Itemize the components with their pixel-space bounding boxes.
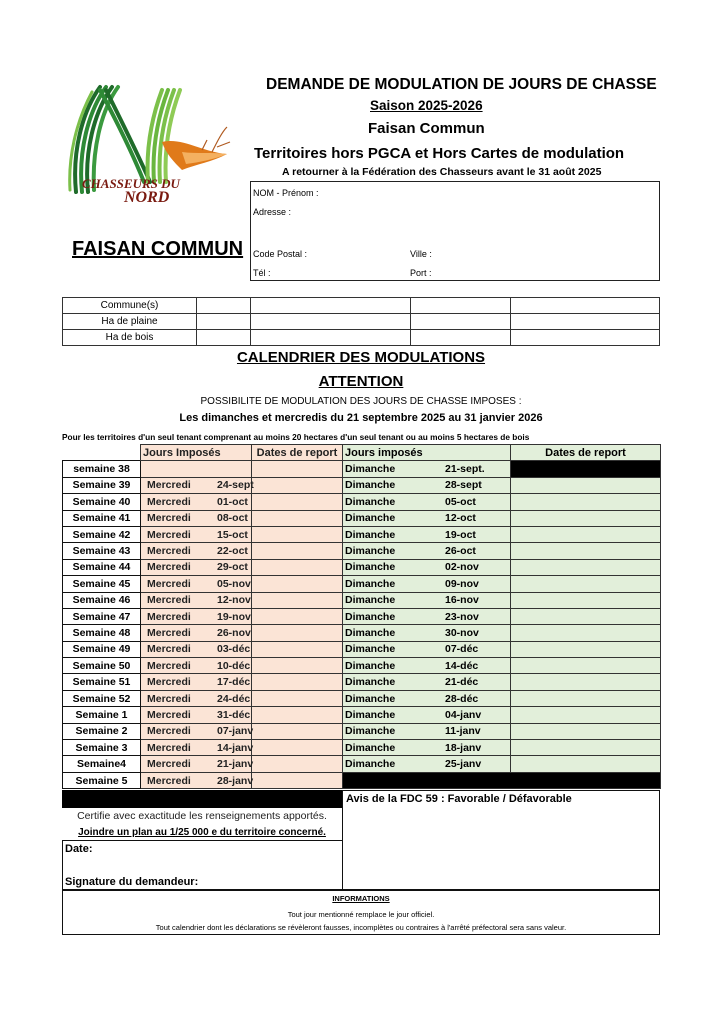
calendar-row: [63, 592, 661, 608]
sunday-day: Dimanche: [345, 479, 396, 492]
sunday-day: Dimanche: [345, 577, 396, 590]
calendar-title: CALENDRIER DES MODULATIONS: [236, 349, 486, 366]
calendar-row: [63, 477, 661, 493]
calendar-row: [63, 772, 661, 788]
week-label: Semaine 52: [63, 690, 141, 706]
sunday-imposed: [343, 494, 511, 510]
calendar-row: [63, 494, 661, 510]
sunday-report-cell[interactable]: [511, 608, 661, 624]
sunday-date: 09-nov: [445, 577, 479, 590]
week-label: Semaine 47: [63, 608, 141, 624]
calendar-header-row: [63, 445, 661, 461]
wednesday-report-cell[interactable]: [252, 690, 343, 706]
commune-cell[interactable]: [197, 298, 251, 314]
wednesday-imposed: [141, 674, 252, 690]
wednesday-report-cell[interactable]: [252, 510, 343, 526]
wednesday-day: Mercredi: [147, 610, 191, 623]
sunday-report-cell[interactable]: [511, 559, 661, 575]
sunday-date: 14-déc: [445, 659, 479, 672]
wednesday-imposed: [141, 723, 252, 739]
sunday-day: Dimanche: [345, 512, 396, 525]
sunday-report-cell[interactable]: [511, 690, 661, 706]
header-sun-report: Dates de report: [511, 445, 661, 461]
commune-label: Commune(s): [63, 298, 197, 314]
sunday-report-cell[interactable]: [511, 674, 661, 690]
sunday-day: Dimanche: [345, 643, 396, 656]
wood-cell[interactable]: [511, 330, 660, 346]
week-label: semaine 38: [63, 461, 141, 477]
period-text: Les dimanches et mercredis du 21 septembre 2025 au 31 janvier 2026: [179, 412, 543, 424]
sunday-imposed: [343, 674, 511, 690]
sunday-imposed: [343, 723, 511, 739]
wednesday-imposed: [141, 707, 252, 723]
wednesday-date: 26-nov: [217, 626, 251, 639]
address-field[interactable]: Adresse :: [253, 207, 292, 217]
wednesday-report-cell[interactable]: [252, 772, 343, 788]
sunday-day: Dimanche: [345, 594, 396, 607]
sunday-day: Dimanche: [345, 725, 396, 738]
wednesday-day: Mercredi: [147, 545, 191, 558]
sunday-date: 21-sept.: [445, 463, 485, 476]
wednesday-imposed: [141, 641, 252, 657]
wednesday-day: Mercredi: [147, 512, 191, 525]
name-field[interactable]: NOM - Prénom :: [253, 188, 319, 198]
wednesday-day: Mercredi: [147, 495, 191, 508]
wednesday-day: Mercredi: [147, 758, 191, 771]
wednesday-report-cell[interactable]: [252, 723, 343, 739]
info-line-1: Tout jour mentionné remplace le jour officiel.: [287, 910, 435, 919]
sunday-imposed: [343, 510, 511, 526]
plain-cell[interactable]: [411, 314, 511, 330]
sunday-date: 07-déc: [445, 643, 479, 656]
calendar-row: [63, 707, 661, 723]
sunday-date: 25-janv: [445, 758, 482, 771]
wednesday-imposed: [141, 592, 252, 608]
week-label: Semaine 2: [63, 723, 141, 739]
header-wed-imposed: Jours Imposés: [141, 445, 252, 461]
wednesday-imposed: [141, 740, 252, 756]
wednesday-report-cell[interactable]: [252, 608, 343, 624]
calendar-row: [63, 608, 661, 624]
wednesday-day: Mercredi: [147, 528, 191, 541]
sunday-date: 11-janv: [445, 725, 481, 738]
date-field[interactable]: Date:: [65, 843, 93, 855]
sunday-date: 02-nov: [445, 561, 479, 574]
info-line-2: Tout calendrier dont les déclarations se révèleront fausses, incomplètes ou contraires à l'arrêté préfectoral sera sans valeur.: [155, 923, 567, 932]
sunday-report-cell[interactable]: [511, 625, 661, 641]
wednesday-date: 17-déc: [217, 676, 251, 689]
mobile-field[interactable]: Port :: [410, 268, 432, 278]
wednesday-day: Mercredi: [147, 479, 191, 492]
sunday-report-cell[interactable]: [511, 543, 661, 559]
wednesday-date: 28-janv: [217, 774, 254, 787]
possibility-text: POSSIBILITE DE MODULATION DES JOURS DE CHASSE IMPOSES :: [200, 396, 522, 407]
commune-row: [63, 298, 660, 314]
sunday-report-cell[interactable]: [511, 494, 661, 510]
information-box: [62, 890, 660, 935]
wednesday-day: Mercredi: [147, 643, 191, 656]
wednesday-imposed: [141, 510, 252, 526]
identity-form: [250, 181, 660, 281]
wednesday-imposed: [141, 494, 252, 510]
calendar-row: [63, 740, 661, 756]
wednesday-date: 29-oct: [217, 561, 248, 574]
wood-label: Ha de bois: [63, 330, 197, 346]
sunday-day: Dimanche: [345, 741, 396, 754]
logo-line2: NORD: [124, 189, 170, 206]
wednesday-report-cell[interactable]: [252, 658, 343, 674]
wednesday-report-cell[interactable]: [252, 641, 343, 657]
sunday-day: Dimanche: [345, 561, 396, 574]
wednesday-imposed: [141, 625, 252, 641]
postal-code-field[interactable]: Code Postal :: [253, 249, 308, 259]
calendar-row: [63, 526, 661, 542]
sunday-report-cell[interactable]: [511, 740, 661, 756]
wednesday-date: 24-sept: [217, 479, 254, 492]
sunday-date: 21-déc: [445, 676, 479, 689]
week-label: Semaine4: [63, 756, 141, 772]
sunday-imposed: [343, 559, 511, 575]
wednesday-date: 21-janv: [217, 758, 254, 771]
wednesday-day: Mercredi: [147, 626, 191, 639]
sunday-report-cell[interactable]: [511, 477, 661, 493]
wednesday-day: Mercredi: [147, 659, 191, 672]
sunday-report-cell[interactable]: [511, 658, 661, 674]
week-label: Semaine 3: [63, 740, 141, 756]
wednesday-date: 24-déc: [217, 692, 251, 705]
header-empty: [63, 445, 141, 461]
calendar-row: [63, 625, 661, 641]
blocked-cell: [343, 772, 661, 788]
wednesday-day: Mercredi: [147, 561, 191, 574]
wednesday-day: Mercredi: [147, 692, 191, 705]
wednesday-day: Mercredi: [147, 594, 191, 607]
sunday-report-cell[interactable]: [511, 576, 661, 592]
wednesday-imposed: [141, 576, 252, 592]
sunday-imposed: [343, 477, 511, 493]
calendar-row: [63, 658, 661, 674]
wednesday-date: 14-janv: [217, 741, 254, 754]
wood-cell[interactable]: [411, 330, 511, 346]
wednesday-report-cell[interactable]: [252, 477, 343, 493]
calendar-row: [63, 510, 661, 526]
sunday-day: Dimanche: [345, 610, 396, 623]
wednesday-date: 15-oct: [217, 528, 248, 541]
sunday-report-cell[interactable]: [511, 723, 661, 739]
sunday-day: Dimanche: [345, 692, 396, 705]
commune-cell[interactable]: [511, 298, 660, 314]
week-label: Semaine 50: [63, 658, 141, 674]
wednesday-report-cell[interactable]: [252, 592, 343, 608]
plain-row: [63, 314, 660, 330]
sunday-day: Dimanche: [345, 676, 396, 689]
sunday-report-cell[interactable]: [511, 510, 661, 526]
wednesday-day: Mercredi: [147, 774, 191, 787]
week-label: Semaine 42: [63, 526, 141, 542]
wednesday-imposed: [141, 772, 252, 788]
commune-table: [62, 297, 660, 346]
wednesday-report-cell[interactable]: [252, 559, 343, 575]
wednesday-report-cell[interactable]: [252, 543, 343, 559]
species-heading: FAISAN COMMUN: [72, 238, 244, 260]
sunday-date: 28-sept: [445, 479, 482, 492]
calendar-row: [63, 559, 661, 575]
plain-cell[interactable]: [511, 314, 660, 330]
sunday-date: 05-oct: [445, 495, 476, 508]
wednesday-report-cell[interactable]: [252, 674, 343, 690]
week-label: Semaine 44: [63, 559, 141, 575]
wednesday-date: 03-déc: [217, 643, 251, 656]
calendar-row: [63, 723, 661, 739]
sunday-day: Dimanche: [345, 626, 396, 639]
sunday-date: 26-oct: [445, 545, 476, 558]
week-label: Semaine 39: [63, 477, 141, 493]
week-label: Semaine 5: [63, 772, 141, 788]
sunday-day: Dimanche: [345, 758, 396, 771]
calendar-row: [63, 461, 661, 477]
wednesday-report-cell[interactable]: [252, 625, 343, 641]
wednesday-report-cell[interactable]: [252, 526, 343, 542]
blocked-cell: [511, 461, 661, 477]
sunday-imposed: [343, 592, 511, 608]
wednesday-imposed: [141, 756, 252, 772]
sunday-imposed: [343, 690, 511, 706]
wednesday-day: Mercredi: [147, 577, 191, 590]
wednesday-day: Mercredi: [147, 725, 191, 738]
wednesday-imposed: [141, 477, 252, 493]
sunday-imposed: [343, 707, 511, 723]
certify-text: Certifie avec exactitude les renseignements apportés.: [77, 810, 327, 822]
sunday-imposed: [343, 740, 511, 756]
sunday-day: Dimanche: [345, 528, 396, 541]
signature-box: [62, 840, 343, 890]
week-label: Semaine 40: [63, 494, 141, 510]
header-wed-report: Dates de report: [252, 445, 343, 461]
plain-label: Ha de plaine: [63, 314, 197, 330]
sunday-imposed: [343, 543, 511, 559]
wednesday-date: 12-nov: [217, 594, 251, 607]
sunday-report-cell[interactable]: [511, 707, 661, 723]
wednesday-imposed: [141, 461, 252, 477]
wednesday-report-cell[interactable]: [252, 494, 343, 510]
fdc-opinion-box: [342, 790, 660, 890]
sunday-day: Dimanche: [345, 463, 396, 476]
sunday-report-cell[interactable]: [511, 592, 661, 608]
sunday-day: Dimanche: [345, 659, 396, 672]
sunday-imposed: [343, 625, 511, 641]
sunday-report-cell[interactable]: [511, 641, 661, 657]
info-title: INFORMATIONS: [332, 894, 390, 903]
sunday-day: Dimanche: [345, 545, 396, 558]
sunday-date: 04-janv: [445, 708, 482, 721]
calendar-row: [63, 690, 661, 706]
plain-cell[interactable]: [251, 314, 411, 330]
wednesday-report-cell[interactable]: [252, 461, 343, 477]
sunday-day: Dimanche: [345, 495, 396, 508]
wednesday-report-cell[interactable]: [252, 740, 343, 756]
week-label: Semaine 51: [63, 674, 141, 690]
wednesday-date: 05-nov: [217, 577, 251, 590]
wednesday-day: Mercredi: [147, 741, 191, 754]
plan-instruction: Joindre un plan au 1/25 000 e du territoire concerné.: [78, 827, 326, 838]
sunday-imposed: [343, 658, 511, 674]
commune-cell[interactable]: [411, 298, 511, 314]
sunday-date: 12-oct: [445, 512, 476, 525]
calendar-row: [63, 674, 661, 690]
wednesday-date: 10-déc: [217, 659, 251, 672]
fdc-opinion-label: Avis de la FDC 59 : Favorable / Défavorable: [346, 793, 572, 805]
territory-note: Pour les territoires d'un seul tenant comprenant au moins 20 hectares d'un seul tenant ou au moins 5 hectares de bois: [62, 432, 530, 442]
sunday-imposed: [343, 641, 511, 657]
sunday-report-cell[interactable]: [511, 756, 661, 772]
calendar-row: [63, 576, 661, 592]
week-label: Semaine 43: [63, 543, 141, 559]
commune-cell[interactable]: [251, 298, 411, 314]
sunday-date: 23-nov: [445, 610, 479, 623]
wednesday-imposed: [141, 526, 252, 542]
wednesday-date: 01-oct: [217, 495, 248, 508]
sunday-imposed: [343, 461, 511, 477]
week-label: Semaine 48: [63, 625, 141, 641]
sunday-day: Dimanche: [345, 708, 396, 721]
header-sun-imposed: Jours imposés: [343, 445, 511, 461]
attention-heading: ATTENTION: [318, 373, 404, 390]
wood-row: [63, 330, 660, 346]
plain-cell[interactable]: [197, 314, 251, 330]
wednesday-imposed: [141, 690, 252, 706]
sunday-imposed: [343, 576, 511, 592]
wood-cell[interactable]: [197, 330, 251, 346]
wednesday-date: 31-déc: [217, 708, 251, 721]
signature-field[interactable]: Signature du demandeur:: [65, 876, 199, 888]
sunday-imposed: [343, 608, 511, 624]
week-label: Semaine 49: [63, 641, 141, 657]
calendar-row: [63, 641, 661, 657]
wednesday-report-cell[interactable]: [252, 707, 343, 723]
document-title: DEMANDE DE MODULATION DE JOURS DE CHASSE: [266, 76, 657, 93]
wednesday-imposed: [141, 608, 252, 624]
calendar-row: [63, 543, 661, 559]
city-field[interactable]: Ville :: [410, 249, 432, 259]
wednesday-day: Mercredi: [147, 708, 191, 721]
territory-label: Territoires hors PGCA et Hors Cartes de modulation: [254, 145, 625, 162]
week-label: Semaine 41: [63, 510, 141, 526]
blocked-strip: [62, 790, 342, 808]
season-label: Saison 2025-2026: [370, 98, 483, 113]
wednesday-date: 07-janv: [217, 725, 254, 738]
week-label: Semaine 1: [63, 707, 141, 723]
sunday-date: 16-nov: [445, 594, 479, 607]
sunday-imposed: [343, 756, 511, 772]
logo-line1: CHASSEURS DU: [82, 176, 180, 191]
wednesday-date: 22-oct: [217, 545, 248, 558]
wednesday-day: Mercredi: [147, 676, 191, 689]
wednesday-imposed: [141, 658, 252, 674]
chasseurs-du-nord-logo: [62, 82, 242, 212]
sunday-date: 30-nov: [445, 626, 479, 639]
sunday-date: 19-oct: [445, 528, 476, 541]
calendar-row: [63, 756, 661, 772]
wednesday-report-cell[interactable]: [252, 576, 343, 592]
return-note: A retourner à la Fédération des Chasseurs avant le 31 août 2025: [282, 166, 602, 178]
wednesday-imposed: [141, 559, 252, 575]
week-label: Semaine 45: [63, 576, 141, 592]
wednesday-imposed: [141, 543, 252, 559]
week-label: Semaine 46: [63, 592, 141, 608]
sunday-date: 18-janv: [445, 741, 482, 754]
wood-cell[interactable]: [251, 330, 411, 346]
wednesday-report-cell[interactable]: [252, 756, 343, 772]
sunday-imposed: [343, 526, 511, 542]
phone-field[interactable]: Tél :: [253, 268, 271, 278]
calendar-table: [62, 444, 661, 789]
sunday-date: 28-déc: [445, 692, 479, 705]
wednesday-date: 08-oct: [217, 512, 248, 525]
species-label: Faisan Commun: [368, 120, 485, 137]
wednesday-date: 19-nov: [217, 610, 251, 623]
sunday-report-cell[interactable]: [511, 526, 661, 542]
